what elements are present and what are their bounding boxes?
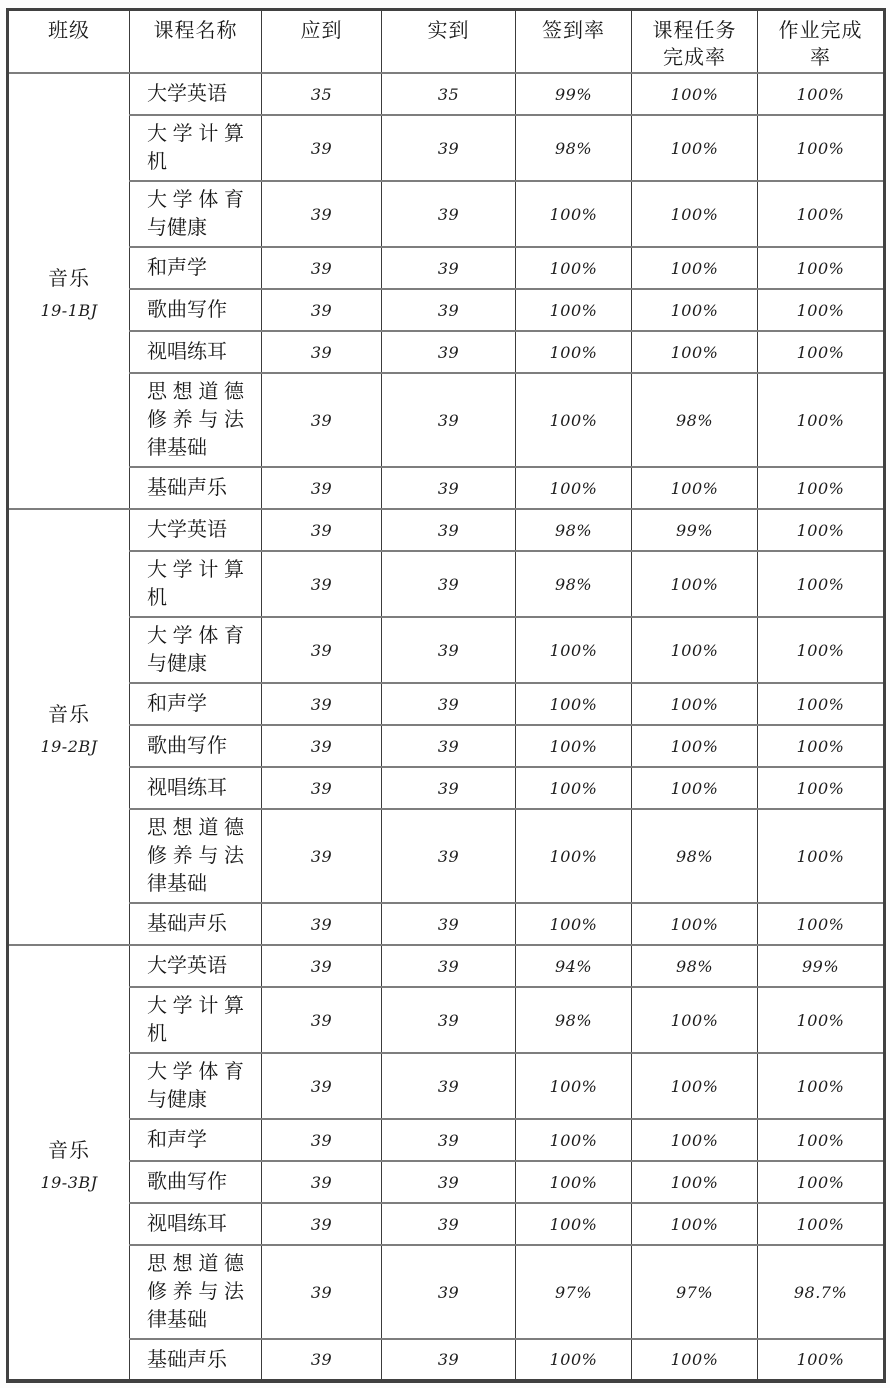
course-name: 大学计算机 bbox=[147, 123, 244, 173]
column-header-expected: 应到 bbox=[262, 10, 382, 74]
course-name-cell bbox=[130, 1053, 262, 1119]
actual-count-cell: 39 bbox=[382, 617, 516, 683]
actual-count-cell: 39 bbox=[382, 247, 516, 289]
actual-count-cell: 39 bbox=[382, 551, 516, 617]
course-name-cell bbox=[130, 767, 262, 809]
actual-count-cell: 39 bbox=[382, 181, 516, 247]
course-name: 基础声乐 bbox=[147, 913, 227, 935]
sign-in-rate-cell: 100% bbox=[516, 809, 632, 903]
course-name: 歌曲写作 bbox=[147, 735, 227, 757]
homework-completion-rate-cell: 98.7% bbox=[758, 1245, 885, 1339]
task-completion-rate-cell: 100% bbox=[632, 1339, 758, 1381]
expected-count-cell: 39 bbox=[262, 467, 382, 509]
course-name-cell bbox=[130, 467, 262, 509]
expected-count-cell: 39 bbox=[262, 551, 382, 617]
task-completion-rate-cell: 98% bbox=[632, 373, 758, 467]
task-completion-rate-cell: 100% bbox=[632, 683, 758, 725]
sign-in-rate-cell: 100% bbox=[516, 725, 632, 767]
homework-completion-rate-cell: 100% bbox=[758, 551, 885, 617]
course-name-cell bbox=[130, 289, 262, 331]
task-completion-rate-cell: 100% bbox=[632, 289, 758, 331]
course-name-cell bbox=[130, 617, 262, 683]
course-name: 大学英语 bbox=[147, 519, 227, 541]
task-completion-rate-cell: 100% bbox=[632, 903, 758, 945]
homework-completion-rate-cell: 100% bbox=[758, 1119, 885, 1161]
task-completion-rate-cell: 100% bbox=[632, 73, 758, 115]
table-header bbox=[8, 10, 885, 74]
course-name-cell bbox=[130, 373, 262, 467]
course-name-cell bbox=[130, 809, 262, 903]
expected-count-cell: 39 bbox=[262, 509, 382, 551]
expected-count-cell: 39 bbox=[262, 725, 382, 767]
actual-count-cell: 35 bbox=[382, 73, 516, 115]
attendance-table bbox=[6, 8, 886, 1383]
course-name-cell bbox=[130, 903, 262, 945]
course-name: 大学体育与健康 bbox=[147, 189, 244, 239]
table-row bbox=[8, 1245, 885, 1339]
actual-count-cell: 39 bbox=[382, 289, 516, 331]
course-name: 和声学 bbox=[147, 693, 207, 715]
table-row bbox=[8, 551, 885, 617]
actual-count-cell: 39 bbox=[382, 809, 516, 903]
course-name: 思想道德修养与法律基础 bbox=[147, 381, 244, 459]
sign-in-rate-cell: 100% bbox=[516, 617, 632, 683]
homework-completion-rate-cell: 100% bbox=[758, 1053, 885, 1119]
task-completion-rate-cell: 100% bbox=[632, 247, 758, 289]
sign-in-rate-cell: 98% bbox=[516, 115, 632, 181]
sign-in-rate-cell: 94% bbox=[516, 945, 632, 987]
homework-completion-rate-cell: 100% bbox=[758, 1339, 885, 1381]
task-completion-rate-cell: 98% bbox=[632, 809, 758, 903]
task-completion-rate-cell: 100% bbox=[632, 551, 758, 617]
expected-count-cell: 35 bbox=[262, 73, 382, 115]
column-header-class: 班级 bbox=[8, 10, 130, 74]
task-completion-rate-cell: 100% bbox=[632, 1053, 758, 1119]
homework-completion-rate-cell: 100% bbox=[758, 1161, 885, 1203]
homework-completion-rate-cell: 100% bbox=[758, 903, 885, 945]
column-header-sign-in-rate: 签到率 bbox=[516, 10, 632, 74]
course-name-cell bbox=[130, 987, 262, 1053]
homework-completion-rate-cell: 100% bbox=[758, 247, 885, 289]
course-name-cell bbox=[130, 115, 262, 181]
course-name: 和声学 bbox=[147, 1129, 207, 1151]
actual-count-cell: 39 bbox=[382, 1203, 516, 1245]
class-code: 19-2BJ bbox=[40, 737, 98, 756]
task-completion-rate-cell: 100% bbox=[632, 767, 758, 809]
table-row bbox=[8, 467, 885, 509]
actual-count-cell: 39 bbox=[382, 1245, 516, 1339]
sign-in-rate-cell: 100% bbox=[516, 331, 632, 373]
sign-in-rate-cell: 100% bbox=[516, 683, 632, 725]
sign-in-rate-cell: 100% bbox=[516, 1339, 632, 1381]
course-name: 基础声乐 bbox=[147, 477, 227, 499]
class-cell bbox=[8, 73, 130, 509]
course-name: 大学计算机 bbox=[147, 995, 244, 1045]
table-row bbox=[8, 683, 885, 725]
table-row bbox=[8, 115, 885, 181]
course-name: 视唱练耳 bbox=[147, 341, 227, 363]
actual-count-cell: 39 bbox=[382, 725, 516, 767]
homework-completion-rate-cell: 100% bbox=[758, 809, 885, 903]
expected-count-cell: 39 bbox=[262, 683, 382, 725]
table-row bbox=[8, 331, 885, 373]
homework-completion-rate-cell: 99% bbox=[758, 945, 885, 987]
class-name: 音乐 bbox=[48, 1139, 90, 1162]
course-name-cell bbox=[130, 945, 262, 987]
table-row bbox=[8, 809, 885, 903]
homework-completion-rate-cell: 100% bbox=[758, 1203, 885, 1245]
course-name: 大学计算机 bbox=[147, 559, 244, 609]
homework-completion-rate-cell: 100% bbox=[758, 683, 885, 725]
course-name: 基础声乐 bbox=[147, 1348, 227, 1371]
homework-completion-rate-cell: 100% bbox=[758, 115, 885, 181]
class-name: 音乐 bbox=[48, 268, 90, 290]
expected-count-cell: 39 bbox=[262, 767, 382, 809]
expected-count-cell: 39 bbox=[262, 289, 382, 331]
sign-in-rate-cell: 98% bbox=[516, 509, 632, 551]
actual-count-cell: 39 bbox=[382, 509, 516, 551]
expected-count-cell: 39 bbox=[262, 617, 382, 683]
sign-in-rate-cell: 100% bbox=[516, 767, 632, 809]
course-name-cell bbox=[130, 725, 262, 767]
task-completion-rate-cell: 100% bbox=[632, 181, 758, 247]
actual-count-cell: 39 bbox=[382, 331, 516, 373]
expected-count-cell: 39 bbox=[262, 331, 382, 373]
task-completion-rate-cell: 97% bbox=[632, 1245, 758, 1339]
course-name-cell bbox=[130, 683, 262, 725]
sign-in-rate-cell: 100% bbox=[516, 903, 632, 945]
course-name-cell bbox=[130, 247, 262, 289]
actual-count-cell: 39 bbox=[382, 373, 516, 467]
actual-count-cell: 39 bbox=[382, 467, 516, 509]
course-name: 思想道德修养与法律基础 bbox=[147, 817, 244, 895]
course-name: 歌曲写作 bbox=[147, 1171, 227, 1193]
course-name-cell bbox=[130, 331, 262, 373]
table-row bbox=[8, 509, 885, 551]
course-name-cell bbox=[130, 73, 262, 115]
course-name-cell bbox=[130, 1245, 262, 1339]
table-row bbox=[8, 903, 885, 945]
sign-in-rate-cell: 100% bbox=[516, 467, 632, 509]
course-name: 歌曲写作 bbox=[147, 299, 227, 321]
task-completion-rate-cell: 100% bbox=[632, 1119, 758, 1161]
sign-in-rate-cell: 100% bbox=[516, 181, 632, 247]
expected-count-cell: 39 bbox=[262, 247, 382, 289]
table-row bbox=[8, 181, 885, 247]
sign-in-rate-cell: 100% bbox=[516, 1119, 632, 1161]
expected-count-cell: 39 bbox=[262, 181, 382, 247]
table-row bbox=[8, 945, 885, 987]
expected-count-cell: 39 bbox=[262, 115, 382, 181]
table-row bbox=[8, 1119, 885, 1161]
task-completion-rate-cell: 98% bbox=[632, 945, 758, 987]
table-row bbox=[8, 1161, 885, 1203]
sign-in-rate-cell: 100% bbox=[516, 1053, 632, 1119]
homework-completion-rate-cell: 100% bbox=[758, 725, 885, 767]
expected-count-cell: 39 bbox=[262, 373, 382, 467]
task-completion-rate-cell: 100% bbox=[632, 617, 758, 683]
course-name: 大学英语 bbox=[147, 955, 227, 977]
table-row bbox=[8, 987, 885, 1053]
task-completion-rate-cell: 100% bbox=[632, 1161, 758, 1203]
table-row bbox=[8, 767, 885, 809]
table-row bbox=[8, 373, 885, 467]
actual-count-cell: 39 bbox=[382, 1339, 516, 1381]
task-completion-rate-cell: 100% bbox=[632, 115, 758, 181]
sign-in-rate-cell: 100% bbox=[516, 247, 632, 289]
table-row bbox=[8, 1053, 885, 1119]
sign-in-rate-cell: 100% bbox=[516, 289, 632, 331]
course-name: 大学体育与健康 bbox=[147, 625, 244, 675]
table-row bbox=[8, 247, 885, 289]
expected-count-cell: 39 bbox=[262, 809, 382, 903]
homework-completion-rate-cell: 100% bbox=[758, 73, 885, 115]
header-row bbox=[8, 10, 885, 74]
column-header-course-name: 课程名称 bbox=[130, 10, 262, 74]
course-name-cell bbox=[130, 181, 262, 247]
homework-completion-rate-cell: 100% bbox=[758, 987, 885, 1053]
task-completion-rate-cell: 100% bbox=[632, 331, 758, 373]
expected-count-cell: 39 bbox=[262, 1203, 382, 1245]
actual-count-cell: 39 bbox=[382, 945, 516, 987]
class-cell bbox=[8, 945, 130, 1381]
actual-count-cell: 39 bbox=[382, 987, 516, 1053]
sign-in-rate-cell: 98% bbox=[516, 551, 632, 617]
course-name-cell bbox=[130, 1203, 262, 1245]
expected-count-cell: 39 bbox=[262, 1053, 382, 1119]
table-row bbox=[8, 617, 885, 683]
homework-completion-rate-cell: 100% bbox=[758, 467, 885, 509]
class-name: 音乐 bbox=[48, 704, 90, 726]
expected-count-cell: 39 bbox=[262, 987, 382, 1053]
table-row bbox=[8, 725, 885, 767]
sign-in-rate-cell: 100% bbox=[516, 1203, 632, 1245]
expected-count-cell: 39 bbox=[262, 1245, 382, 1339]
class-cell bbox=[8, 509, 130, 945]
expected-count-cell: 39 bbox=[262, 1119, 382, 1161]
actual-count-cell: 39 bbox=[382, 1161, 516, 1203]
homework-completion-rate-cell: 100% bbox=[758, 509, 885, 551]
course-name-cell bbox=[130, 509, 262, 551]
course-name: 和声学 bbox=[147, 257, 207, 279]
sign-in-rate-cell: 98% bbox=[516, 987, 632, 1053]
column-header-task-completion-rate: 课程任务完成率 bbox=[632, 10, 758, 74]
homework-completion-rate-cell: 100% bbox=[758, 181, 885, 247]
homework-completion-rate-cell: 100% bbox=[758, 767, 885, 809]
course-name-cell bbox=[130, 551, 262, 617]
course-name-cell bbox=[130, 1161, 262, 1203]
actual-count-cell: 39 bbox=[382, 1053, 516, 1119]
task-completion-rate-cell: 100% bbox=[632, 1203, 758, 1245]
course-name: 思想道德修养与法律基础 bbox=[147, 1253, 244, 1331]
actual-count-cell: 39 bbox=[382, 767, 516, 809]
table-row bbox=[8, 1203, 885, 1245]
course-name: 大学英语 bbox=[147, 83, 227, 105]
actual-count-cell: 39 bbox=[382, 115, 516, 181]
column-header-homework-completion-rate: 作业完成率 bbox=[758, 10, 885, 74]
task-completion-rate-cell: 100% bbox=[632, 987, 758, 1053]
sign-in-rate-cell: 97% bbox=[516, 1245, 632, 1339]
column-header-actual: 实到 bbox=[382, 10, 516, 74]
actual-count-cell: 39 bbox=[382, 903, 516, 945]
homework-completion-rate-cell: 100% bbox=[758, 331, 885, 373]
expected-count-cell: 39 bbox=[262, 1161, 382, 1203]
homework-completion-rate-cell: 100% bbox=[758, 373, 885, 467]
course-name: 视唱练耳 bbox=[147, 777, 227, 799]
course-name-cell bbox=[130, 1119, 262, 1161]
expected-count-cell: 39 bbox=[262, 903, 382, 945]
homework-completion-rate-cell: 100% bbox=[758, 289, 885, 331]
homework-completion-rate-cell: 100% bbox=[758, 617, 885, 683]
class-code: 19-1BJ bbox=[40, 301, 98, 320]
course-name: 大学体育与健康 bbox=[147, 1061, 244, 1111]
table-row bbox=[8, 289, 885, 331]
task-completion-rate-cell: 99% bbox=[632, 509, 758, 551]
course-name: 视唱练耳 bbox=[147, 1213, 227, 1235]
actual-count-cell: 39 bbox=[382, 1119, 516, 1161]
task-completion-rate-cell: 100% bbox=[632, 467, 758, 509]
expected-count-cell: 39 bbox=[262, 945, 382, 987]
sign-in-rate-cell: 99% bbox=[516, 73, 632, 115]
expected-count-cell: 39 bbox=[262, 1339, 382, 1381]
task-completion-rate-cell: 100% bbox=[632, 725, 758, 767]
actual-count-cell: 39 bbox=[382, 683, 516, 725]
sign-in-rate-cell: 100% bbox=[516, 1161, 632, 1203]
table-row bbox=[8, 73, 885, 115]
sign-in-rate-cell: 100% bbox=[516, 373, 632, 467]
class-code: 19-3BJ bbox=[40, 1172, 98, 1192]
